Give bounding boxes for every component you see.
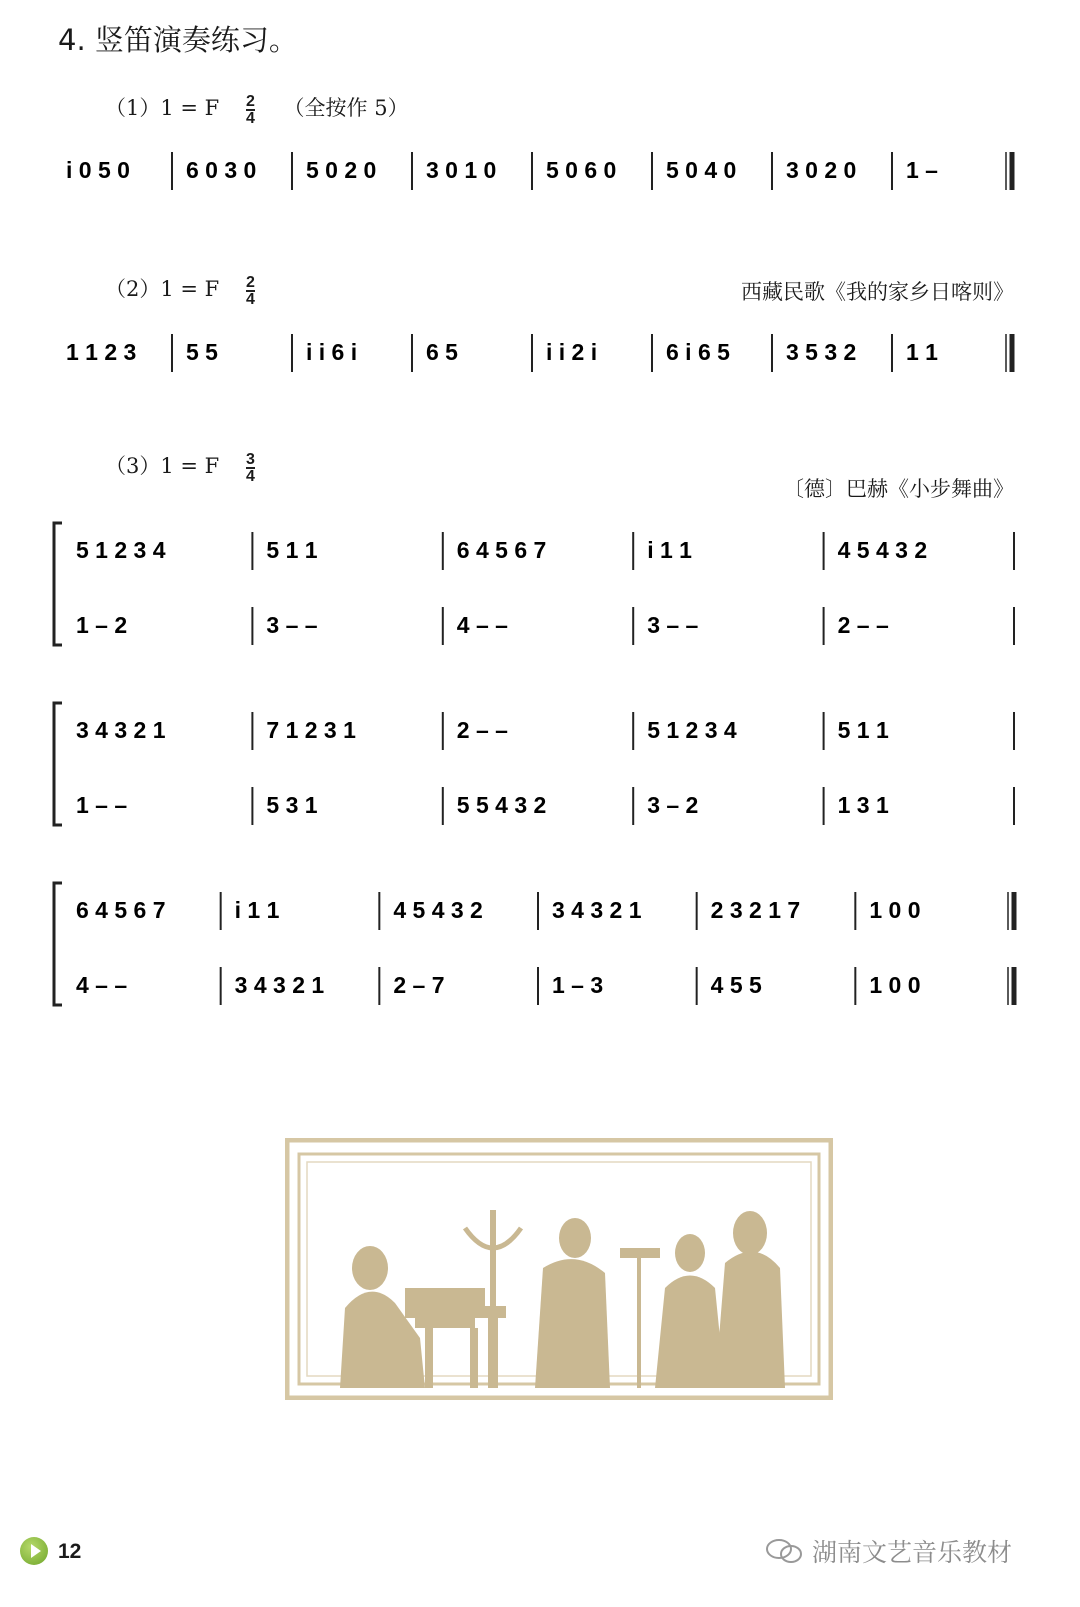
measure-notes: 6 4 5 6 7 — [456, 537, 547, 563]
page-number: 12 — [58, 1540, 82, 1563]
measure-notes: 2 3 2 1 7 — [710, 897, 801, 923]
measure-notes: 5 0 2 0 — [306, 157, 377, 183]
exercise-2-header — [105, 273, 255, 307]
measure-notes: 1 1 2 3 — [66, 339, 137, 365]
measure-notes: 5 1 2 3 4 — [76, 537, 166, 563]
measure-notes: 1 – 2 — [76, 612, 128, 638]
measure-notes: 6 5 — [426, 339, 458, 365]
measure-notes: 1 – 3 — [552, 972, 604, 998]
measure-notes: 1 3 1 — [837, 792, 889, 818]
measure-notes: 1 – — [906, 157, 938, 183]
measure-notes: 7 1 2 3 1 — [266, 717, 356, 743]
exercise-1-header — [105, 92, 409, 126]
wechat-icon — [765, 1537, 805, 1565]
measure-notes: 5 1 1 — [266, 537, 318, 563]
measure-notes: i i 2 i — [546, 339, 598, 365]
measure-notes: 6 0 3 0 — [186, 157, 257, 183]
exercise-1-staff — [0, 130, 1080, 210]
watermark-text: 湖南文艺音乐教材 — [812, 1538, 1013, 1567]
exercise-2-credit: 西藏民歌《我的家乡日喀则》 — [741, 280, 1014, 304]
measure-notes: 5 5 4 3 2 — [456, 792, 547, 818]
measure-notes: 4 5 4 3 2 — [393, 897, 483, 923]
measure-notes: 4 5 5 — [710, 972, 762, 998]
time-signature: $\frac{2}{4}$ — [245, 92, 255, 127]
measure-notes: i i 6 i — [306, 339, 358, 365]
measure-notes: 3 5 3 2 — [786, 339, 857, 365]
measure-notes: 2 – – — [456, 717, 508, 743]
measure-notes: 5 1 1 — [837, 717, 889, 743]
system-bracket — [54, 523, 62, 645]
system-bracket — [54, 703, 62, 825]
measure-notes: 3 – – — [647, 612, 699, 638]
exercise-2-staff — [0, 310, 1080, 390]
measure-notes: 3 4 3 2 1 — [76, 717, 166, 743]
measure-notes: 5 0 4 0 — [666, 157, 737, 183]
exercise-1-note: （全按作 5） — [283, 96, 409, 120]
measure-notes: 6 i 6 5 — [666, 339, 730, 365]
exercise-1-label: （1）1 = F — [105, 96, 220, 120]
exercise-3-label: （3）1 = F — [105, 454, 220, 478]
chamber-music-illustration — [285, 1138, 833, 1400]
measure-notes: 5 3 1 — [266, 792, 318, 818]
exercise-3-header — [105, 450, 255, 484]
measure-notes: 3 – 2 — [647, 792, 699, 818]
time-signature: $\frac{3}{4}$ — [245, 450, 255, 485]
exercise-2-label: （2）1 = F — [105, 277, 220, 301]
measure-notes: 5 0 6 0 — [546, 157, 617, 183]
measure-notes: 3 – – — [266, 612, 318, 638]
measure-notes: 3 4 3 2 1 — [234, 972, 325, 998]
measure-notes: 5 5 — [186, 339, 218, 365]
measure-notes: 3 0 2 0 — [786, 157, 857, 183]
measure-notes: 1 – – — [76, 792, 128, 818]
exercise-3-score — [0, 490, 1080, 1020]
measure-notes: 1 1 — [906, 339, 938, 365]
measure-notes: 1 0 0 — [869, 897, 921, 923]
measure-notes: i 0 5 0 — [66, 157, 130, 183]
measure-notes: i 1 1 — [234, 897, 280, 923]
play-icon — [20, 1537, 48, 1565]
measure-notes: 4 5 4 3 2 — [837, 537, 928, 563]
measure-notes: 3 4 3 2 1 — [552, 897, 642, 923]
measure-notes: 5 1 2 3 4 — [647, 717, 737, 743]
page-title: 4. 竖笛演奏练习。 — [58, 23, 298, 57]
measure-notes: 4 – – — [76, 972, 128, 998]
measure-notes: 4 – – — [456, 612, 508, 638]
measure-notes: 6 4 5 6 7 — [76, 897, 166, 923]
time-signature: $\frac{2}{4}$ — [245, 273, 255, 308]
measure-notes: 1 0 0 — [869, 972, 921, 998]
measure-notes: 2 – – — [837, 612, 889, 638]
exercise-3-credit: 〔德〕巴赫《小步舞曲》 — [783, 477, 1014, 501]
measure-notes: 3 0 1 0 — [426, 157, 497, 183]
measure-notes: 2 – 7 — [393, 972, 445, 998]
system-bracket — [54, 883, 62, 1005]
measure-notes: i 1 1 — [647, 537, 692, 563]
